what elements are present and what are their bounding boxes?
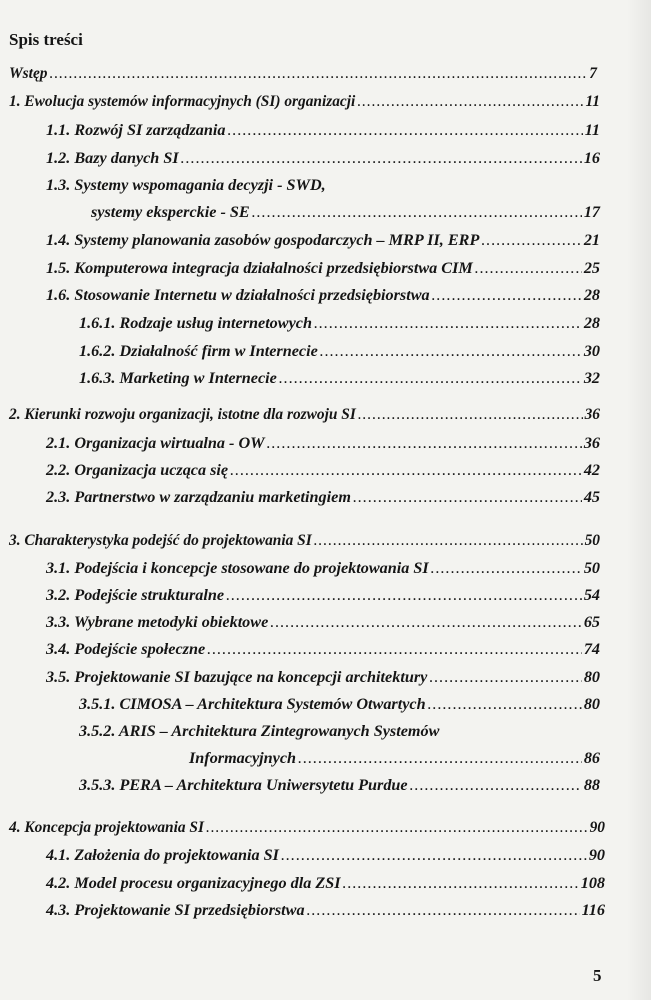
toc-entry-text: 1.1. Rozwój SI zarządzania (46, 121, 226, 139)
toc-entry-text: Wstęp (9, 65, 48, 82)
toc-entry-text: 1.6.2. Działalność firm w Internecie (79, 342, 318, 360)
toc-entry-1-1 (46, 120, 600, 140)
toc-entry-3-5-2-line-1: 3.5.2. ARIS – Architektura Zintegrowanych Systemów (79, 722, 440, 740)
dot-leader (270, 612, 582, 632)
toc-entry-1-3 (91, 202, 600, 222)
toc-entry-3-5-3 (79, 775, 600, 795)
toc-entry-text: 3.1. Podejścia i koncepcje stosowane do projektowania SI (46, 559, 429, 577)
dot-leader (314, 313, 582, 333)
toc-title: Spis treści (9, 30, 83, 49)
dot-leader (252, 202, 582, 222)
toc-entry-page: 11 (584, 121, 600, 139)
toc-entry-text: 2.2. Organizacja ucząca się (46, 461, 229, 479)
dot-leader (320, 341, 582, 361)
toc-entry-1-4 (46, 230, 600, 250)
dot-leader (206, 818, 588, 838)
toc-entry-text: 1.6. Stosowanie Internetu w działalności przedsiębiorstwa (46, 286, 430, 304)
toc-entry-page: 80 (583, 695, 600, 713)
toc-entry-3-5-1 (79, 694, 600, 714)
toc-entry-wstep (9, 64, 597, 84)
toc-entry-page: 80 (583, 668, 600, 686)
toc-entry-page: 116 (581, 901, 605, 919)
toc-entry-page: 28 (583, 314, 600, 332)
page-number: 5 (593, 966, 602, 985)
toc-entry-page: 86 (583, 749, 600, 767)
page-edge-shadow (627, 0, 651, 1000)
toc-entry-page: 28 (583, 286, 600, 304)
dot-leader (298, 748, 582, 768)
toc-entry-page: 108 (580, 874, 605, 892)
toc-entry-page: 17 (583, 203, 600, 221)
dot-leader (475, 258, 582, 278)
dot-leader (281, 845, 587, 865)
toc-entry-chapter-4 (9, 818, 605, 838)
toc-entry-text: 3.5. Projektowanie SI bazujące na koncepcji architektury (46, 668, 428, 686)
toc-entry-text: 3.5.3. PERA – Architektura Uniwersytetu Purdue (79, 776, 408, 794)
dot-leader (432, 285, 582, 305)
toc-entry-page: 30 (583, 342, 600, 360)
toc-entry-page: 90 (589, 819, 605, 836)
dot-leader (410, 775, 582, 795)
toc-entry-page: 7 (589, 65, 597, 82)
toc-entry-text: Informacyjnych (189, 749, 297, 767)
toc-entry-page: 90 (588, 846, 605, 864)
dot-leader (207, 639, 582, 659)
toc-entry-text: 3. Charakterystyka podejść do projektowania SI (9, 532, 312, 549)
toc-entry-1-6-1 (79, 313, 600, 333)
toc-entry-3-2 (46, 585, 600, 605)
toc-entry-3-3 (46, 612, 600, 632)
toc-entry-page: 50 (584, 532, 600, 549)
toc-entry-page: 21 (583, 231, 600, 249)
toc-entry-1-6-2 (79, 341, 600, 361)
toc-entry-2-3 (46, 487, 600, 507)
toc-entry-3-1 (46, 558, 600, 578)
toc-entry-4-3 (46, 900, 605, 920)
toc-entry-2-1 (46, 433, 600, 453)
toc-entry-text: 1.6.1. Rodzaje usług internetowych (79, 314, 312, 332)
toc-entry-page: 88 (583, 776, 600, 794)
dot-leader (49, 64, 587, 84)
toc-entry-page: 11 (585, 93, 600, 110)
toc-entry-3-4 (46, 639, 600, 659)
toc-entry-1-3-line-1: 1.3. Systemy wspomagania decyzji - SWD, (46, 176, 326, 194)
dot-leader (343, 873, 579, 893)
toc-entry-text: 4.3. Projektowanie SI przedsiębiorstwa (46, 901, 305, 919)
dot-leader (358, 405, 583, 425)
toc-entry-page: 74 (583, 640, 600, 658)
dot-leader (429, 667, 582, 687)
dot-leader (481, 230, 581, 250)
toc-entry-text: 3.2. Podejście strukturalne (46, 586, 225, 604)
toc-entry-text: 3.3. Wybrane metodyki obiektowe (46, 613, 269, 631)
dot-leader (279, 368, 582, 388)
toc-entry-text: 1.5. Komputerowa integracja działalności przedsiębiorstwa CIM (46, 259, 473, 277)
toc-entry-page: 36 (583, 434, 600, 452)
toc-entry-page: 45 (583, 488, 600, 506)
dot-leader (227, 120, 582, 140)
toc-entry-1-2 (46, 148, 600, 168)
toc-entry-1-6 (46, 285, 600, 305)
dot-leader (226, 585, 582, 605)
toc-entry-page: 36 (584, 406, 600, 423)
toc-entry-text: 1.4. Systemy planowania zasobów gospodarczych – MRP II, ERP (46, 231, 480, 249)
toc-entry-text: 4.1. Założenia do projektowania SI (46, 846, 279, 864)
toc-entry-text: 4. Koncepcja projektowania SI (9, 819, 204, 836)
toc-entry-chapter-3 (9, 531, 600, 551)
dot-leader (357, 92, 583, 112)
toc-entry-text: 3.5.1. CIMOSA – Architektura Systemów Otwartych (79, 695, 426, 713)
toc-entry-page: 50 (583, 559, 600, 577)
dot-leader (353, 487, 582, 507)
toc-entry-page: 32 (583, 369, 600, 387)
dot-leader (314, 531, 583, 551)
toc-entry-text: 2. Kierunki rozwoju organizacji, istotne dla rozwoju SI (9, 406, 356, 423)
toc-entry-4-2 (46, 873, 605, 893)
dot-leader (428, 694, 582, 714)
toc-entry-text: 2.1. Organizacja wirtualna - OW (46, 434, 265, 452)
toc-entry-page: 42 (583, 461, 600, 479)
toc-entry-page: 54 (583, 586, 600, 604)
toc-entry-chapter-1 (9, 92, 600, 112)
toc-entry-text: 1.2. Bazy danych SI (46, 149, 179, 167)
toc-entry-4-1 (46, 845, 605, 865)
dot-leader (431, 558, 582, 578)
toc-entry-page: 16 (583, 149, 600, 167)
toc-entry-2-2 (46, 460, 600, 480)
dot-leader (267, 433, 582, 453)
toc-entry-1-5 (46, 258, 600, 278)
toc-entry-text: 3.4. Podejście społeczne (46, 640, 206, 658)
toc-entry-3-5-2 (189, 748, 600, 768)
toc-entry-text: 2.3. Partnerstwo w zarządzaniu marketingiem (46, 488, 351, 506)
toc-entry-text: systemy eksperckie - SE (91, 203, 250, 221)
toc-entry-text: 1.6.3. Marketing w Internecie (79, 369, 277, 387)
toc-entry-text: 1. Ewolucja systemów informacyjnych (SI) organizacji (9, 93, 356, 110)
toc-entry-1-6-3 (79, 368, 600, 388)
toc-entry-page: 25 (583, 259, 600, 277)
toc-entry-text: 4.2. Model procesu organizacyjnego dla ZSI (46, 874, 341, 892)
toc-entry-3-5 (46, 667, 600, 687)
toc-entry-page: 65 (583, 613, 600, 631)
dot-leader (230, 460, 582, 480)
dot-leader (181, 148, 582, 168)
dot-leader (307, 900, 580, 920)
toc-entry-chapter-2 (9, 405, 600, 425)
